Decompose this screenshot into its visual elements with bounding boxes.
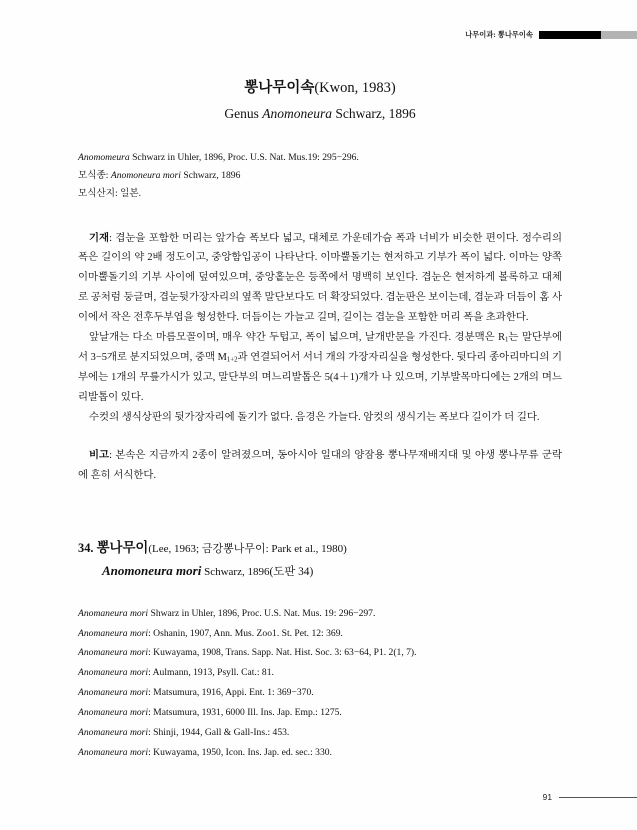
species-plate-reference: (도판 34) [269, 565, 314, 578]
synonymy-sci-name: Anomaneura mori [78, 607, 149, 619]
synonymy-reference: : Kuwayama, 1908, Trans. Sapp. Nat. Hist. Soc. 3: 63−64, P1. 2(1, 7). [148, 647, 417, 659]
description-paragraph-1 [78, 229, 562, 329]
species-heading-latin [78, 561, 562, 582]
description-block [78, 229, 562, 429]
species-name-latin: Anomoneura mori [102, 562, 202, 578]
header-bar-light [601, 31, 637, 39]
description-text-2b: 는 말단부에서 3−5개로 분지되었으며, 중맥 M [78, 332, 562, 364]
synonymy-sci-name: Anomaneura mori [78, 627, 149, 639]
synonymy-sci-name: Anomaneura mori [78, 667, 149, 679]
remarks-paragraph [78, 446, 562, 486]
genus-citation-list [78, 149, 562, 202]
vein-subscript-r1: 1 [505, 336, 509, 344]
synonymy-reference: : Oshanin, 1907, Ann. Mus. Zoo1. St. Pet. 12: 369. [148, 627, 343, 639]
footer-rule [559, 797, 637, 798]
species-section [78, 538, 562, 762]
synonymy-reference: : Kuwayama, 1950, Icon. Ins. Jap. ed. sec.: 330. [148, 746, 332, 758]
page-number: 91 [542, 792, 552, 802]
vein-subscript-m12: 1+2 [226, 356, 238, 364]
genus-label: Genus [224, 105, 263, 121]
remarks-text: : 본속은 지금까지 2종이 알려졌으며, 동아시아 일대의 양잠용 뽕나무재배지대 및 야생 뽕나무류 군락에 흔히 서식한다. [78, 450, 562, 482]
synonymy-line [78, 643, 562, 663]
genus-author-korean: (Kwon, 1983) [314, 80, 396, 96]
synonymy-line [78, 663, 562, 683]
genus-author-latin: Schwarz, 1896 [332, 105, 416, 121]
synonymy-list [78, 604, 562, 763]
remarks-block [78, 446, 562, 486]
synonymy-reference: Shwarz in Uhler, 1896, Proc. U.S. Nat. Mus. 19: 296−297. [148, 607, 376, 619]
description-label-kijae: 기재 [89, 232, 110, 244]
synonymy-sci-name: Anomaneura mori [78, 687, 149, 699]
description-paragraph-2 [78, 328, 562, 408]
header-bar-dark [539, 31, 601, 39]
citation-line [78, 149, 562, 167]
page-footer [0, 790, 637, 804]
citation-reference: Schwarz, 1896 [180, 170, 241, 182]
genus-name-latin: Anomoneura [262, 105, 332, 121]
type-species-label: 모식종: [78, 170, 111, 182]
type-locality: 모식산지: 일본. [78, 187, 142, 199]
running-head-text: 나무이과: 뽕나무이속 [465, 31, 533, 39]
synonymy-line [78, 743, 562, 763]
synonymy-reference: : Aulmann, 1913, Psyll. Cat.: 81. [148, 667, 274, 679]
synonymy-line [78, 624, 562, 644]
species-number: 34. [78, 541, 94, 556]
synonymy-sci-name: Anomaneura mori [78, 746, 149, 758]
synonymy-line [78, 723, 562, 743]
synonymy-line [78, 683, 562, 703]
page-content [78, 78, 562, 762]
genus-name-korean: 뽕나무이속 [244, 80, 315, 96]
species-heading-korean [78, 538, 562, 559]
description-paragraph-3 [78, 408, 562, 428]
description-text-2a: 앞날개는 다소 마름모꼴이며, 매우 약간 두텁고, 폭이 넓으며, 날개반문을 가진다. 경분맥은 R [89, 332, 506, 344]
genus-title-latin [78, 104, 562, 124]
synonymy-sci-name: Anomaneura mori [78, 706, 149, 718]
synonymy-reference: : Matsumura, 1931, 6000 Ill. Ins. Jap. Emp.: 1275. [148, 706, 342, 718]
genus-title-korean [78, 78, 562, 100]
description-text-2c: 과 연결되어서 서너 개의 가장자리실을 형성한다. 뒷다리 종아리마디의 기부에는 1개의 무릎가시가 있고, 말단부의 며느리발톱은 5(4＋1)개가 나 있으며, 기부발목마디에는 2개의 며느리발톱이 있다. [78, 352, 562, 404]
citation-line [78, 167, 562, 185]
citation-sci-name: Anomomeura [78, 152, 130, 164]
species-authority: (Lee, 1963; 금강뽕나무이: Park et al., 1980) [148, 543, 347, 556]
citation-sci-name: Anomoneura mori [110, 170, 181, 182]
citation-reference: Schwarz in Uhler, 1896, Proc. U.S. Nat. Mus.19: 295−296. [129, 152, 359, 164]
synonymy-reference: : Shinji, 1944, Gall & Gall-Ins.: 453. [148, 726, 290, 738]
species-name-korean: 뽕나무이 [96, 540, 149, 556]
synonymy-sci-name: Anomaneura mori [78, 647, 149, 659]
synonymy-line [78, 703, 562, 723]
running-header [0, 28, 637, 42]
citation-line [78, 185, 562, 203]
synonymy-line [78, 604, 562, 624]
synonymy-sci-name: Anomaneura mori [78, 726, 149, 738]
genus-title-block [78, 78, 562, 123]
synonymy-reference: : Matsumura, 1916, Appi. Ent. 1: 369−370. [148, 687, 314, 699]
description-label-bigo: 비고 [89, 450, 110, 462]
description-text-3: 수컷의 생식상판의 뒷가장자리에 돌기가 없다. 음경은 가늘다. 암컷의 생식기는 폭보다 길이가 더 길다. [89, 412, 540, 424]
description-text-1: : 겹눈을 포함한 머리는 앞가슴 폭보다 넓고, 대체로 가운데가슴 폭과 너비가 비슷한 편이다. 정수리의 폭은 길이의 약 2배 정도이고, 중앙함입공이 나타난다. 이마뿔돌기는 현저하고 기부가 폭이 넓다. 이마는 양쪽 이마뿔돌기의 기부 사이에 덮여있으며, 중앙홑눈은 등쪽에서 명백히 보인다. 겹눈은 현저하게 볼록하고 대체로 공처럼 둥글며, 겹눈뒷가장자리의 옆쪽 말단보다도 더 확장되었다. 겹눈판은 보이는데, 겹눈과 더듬이 홈 사이에서 작은 전후두부엽을 형성한다. 더듬이는 가늘고 길며, 길이는 겹눈을 포함한 머리 폭을 초과한다. [78, 232, 562, 324]
species-author-latin: Schwarz, 1896 [201, 565, 270, 578]
